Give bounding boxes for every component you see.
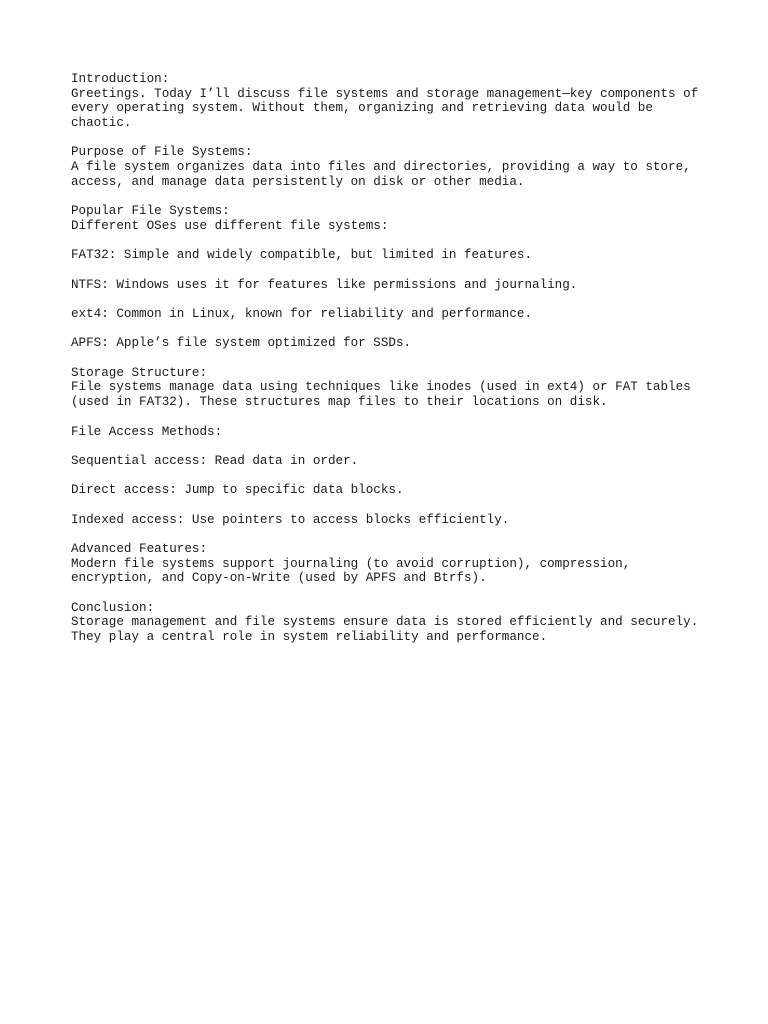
blank-line xyxy=(71,527,711,542)
blank-line xyxy=(71,410,711,425)
list-item-fat32: FAT32: Simple and widely compatible, but limited in features. xyxy=(71,248,533,263)
blank-line xyxy=(71,234,711,249)
heading-introduction: Introduction: xyxy=(71,72,170,86)
blank-line xyxy=(71,469,711,484)
heading-conclusion: Conclusion: xyxy=(71,600,155,615)
blank-line xyxy=(71,190,711,205)
heading-purpose: Purpose of File Systems: xyxy=(71,145,253,160)
blank-line xyxy=(71,586,711,601)
paragraph-line: every operating system. Without them, organizing and retrieving data would be xyxy=(71,101,653,116)
paragraph-line: (used in FAT32). These structures map files to their locations on disk. xyxy=(71,395,608,410)
list-item-sequential: Sequential access: Read data in order. xyxy=(71,453,359,468)
paragraph-line: encryption, and Copy-on-Write (used by APFS and Btrfs). xyxy=(71,571,487,586)
list-item-ext4: ext4: Common in Linux, known for reliability and performance. xyxy=(71,307,533,321)
paragraph-line: Greetings. Today I’ll discuss file systems and storage management—key components of xyxy=(71,86,699,101)
paragraph-line: File systems manage data using techniques like inodes (used in ext4) or FAT tables xyxy=(71,380,691,395)
blank-line xyxy=(71,498,711,513)
blank-line xyxy=(71,131,711,146)
list-item-direct: Direct access: Jump to specific data blocks. xyxy=(71,483,404,498)
paragraph-line: A file system organizes data into files and directories, providing a way to store, xyxy=(71,160,691,175)
heading-storage-structure: Storage Structure: xyxy=(71,365,208,380)
paragraph-line: They play a central role in system reliability and performance. xyxy=(71,630,548,645)
blank-line xyxy=(71,322,711,337)
paragraph-line: Storage management and file systems ensure data is stored efficiently and securely. xyxy=(71,615,699,630)
paragraph-line: chaotic. xyxy=(71,116,132,131)
list-item-ntfs: NTFS: Windows uses it for features like permissions and journaling. xyxy=(71,277,578,292)
blank-line xyxy=(71,351,711,366)
paragraph-line: Different OSes use different file systems: xyxy=(71,218,389,233)
blank-line xyxy=(71,292,711,307)
list-item-indexed: Indexed access: Use pointers to access blocks efficiently. xyxy=(71,512,510,527)
heading-file-access: File Access Methods: xyxy=(71,424,223,439)
paragraph-line: Modern file systems support journaling (to avoid corruption), compression, xyxy=(71,556,631,571)
blank-line xyxy=(71,439,711,454)
heading-popular: Popular File Systems: xyxy=(71,204,230,219)
list-item-apfs: APFS: Apple’s file system optimized for SSDs. xyxy=(71,336,412,351)
document-body xyxy=(71,72,711,645)
heading-advanced: Advanced Features: xyxy=(71,542,208,556)
paragraph-line: access, and manage data persistently on disk or other media. xyxy=(71,174,525,189)
blank-line xyxy=(71,263,711,278)
